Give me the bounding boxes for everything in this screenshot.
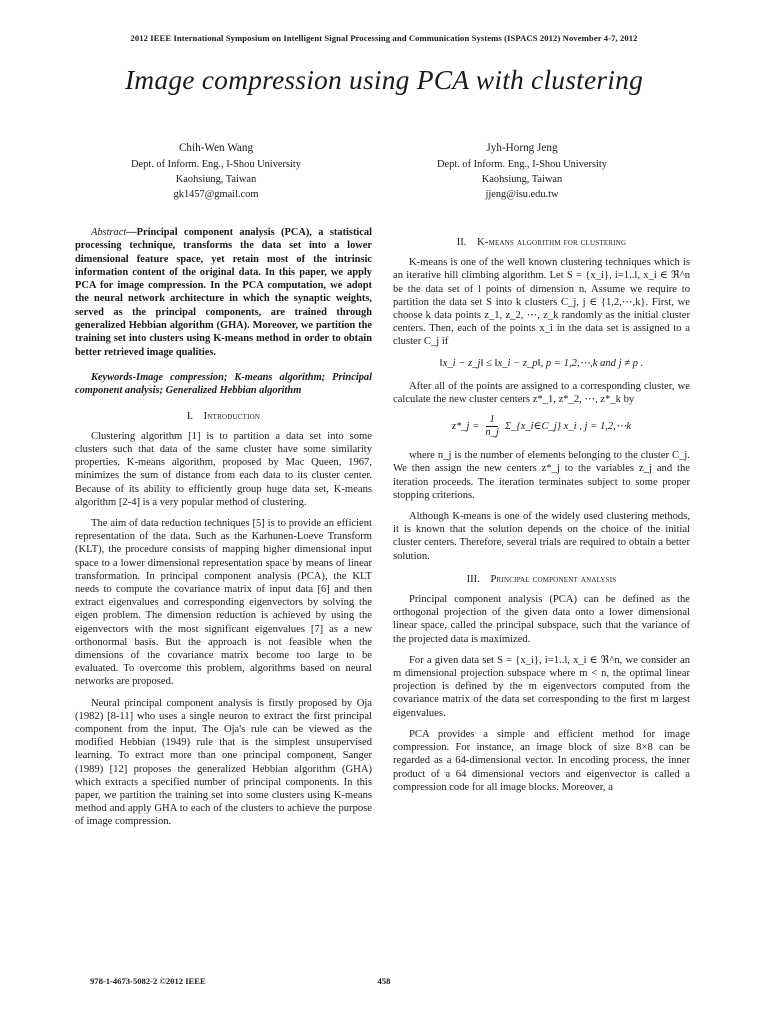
author-dept: Dept. of Inform. Eng., I-Shou University	[437, 159, 607, 170]
fraction-denominator: n_j	[485, 427, 499, 439]
abstract-label: Abstract	[91, 227, 127, 238]
paper-title: Image compression using PCA with clustering	[124, 64, 644, 95]
equation-center-update	[393, 414, 690, 439]
section-number: I.	[186, 410, 194, 422]
paragraph: For a given data set S = {x_i}, i=1..l, x_i ∈ ℜ^n, we consider an m dimensional projection subspace where m < n, the optimal linear projection is defined by the m eigenvectors computed from the covariance matrix of the data set corresponding to the first m largest eigenvalues.	[393, 654, 690, 719]
author-email: gk1457@gmail.com	[173, 189, 259, 200]
author-name: Chih-Wen Wang	[178, 142, 254, 154]
author-block-1	[66, 141, 366, 202]
paragraph: K-means is one of the well known clustering techniques which is an iterative hill climbing algorithm. Let S = {x_i}, i=1..l, x_i ∈ ℜ^n be the data set of l points of dimension n. Assume we require to partition the data set S into k clusters C_j, j ∈ {1,2,⋯,k}. First, we choose k data points z_1, z_2, ⋯, z_k randomly as the initial cluster centers. Then, each of the points x_i in the data set is assigned to a cluster C_j if	[393, 257, 690, 348]
paragraph: After all of the points are assigned to a corresponding cluster, we calculate the new cluster centers z*_1, z*_2, ⋯, z*_k by	[393, 380, 690, 406]
paragraph: PCA provides a simple and efficient method for image compression. For instance, an image block of size 8×8 can be regarded as a 64-dimensional vector. In encoding process, the inner product of a 64 dimensional vectors and eigenvector is called a compression code for all image blocks. Moreover, a	[393, 728, 690, 793]
author-location: Kaohsiung, Taiwan	[175, 174, 257, 185]
right-column	[393, 236, 690, 802]
author-location: Kaohsiung, Taiwan	[481, 174, 563, 185]
author-name: Jyh-Horng Jeng	[486, 142, 558, 154]
section-heading-introduction	[75, 410, 372, 423]
equation-assignment: ‖x_i − z_j‖ ≤ ‖x_i − z_p‖, p = 1,2,⋯,k and j ≠ p .	[439, 357, 644, 369]
section-title: Principal component analysis	[490, 573, 617, 585]
paragraph: Principal component analysis (PCA) can be defined as the orthogonal projection of the given data onto a lower dimensional linear space, called the principal subspace, such that the variance of the projected data is maximized.	[393, 594, 690, 645]
paragraph: Neural principal component analysis is firstly proposed by Oja (1982) [8-11] who uses a single neuron to extract the first principal component from the input. The Oja's rule can be viewed as the modified Hebbian (1949) rule that is the simplest unsupervised learning. To extract more than one principal component, Sanger (1989) [12] proposes the generalized Hebbian algorithm (GHA) which extracts a specified number of principal components. In this paper, we partition the training set into some clusters using K-means method and apply GHA to each of the clusters to achieve the purpose of image compression.	[75, 697, 372, 828]
section-number: III.	[466, 573, 480, 585]
abstract	[75, 226, 372, 359]
equation-lhs: z*_j =	[451, 421, 480, 433]
section-title: Introduction	[203, 410, 261, 422]
section-heading-kmeans	[393, 236, 690, 249]
paragraph: Clustering algorithm [1] is to partition a data set into some clusters such that data of the same cluster have some similarity properties. K-means algorithm, proposed by Mac Queen, 1967, minimizes the sum of distance from each data to its cluster center. Because of its ability to efficiently group huge data set, K-means algorithm [2-4] is a very popular method of clustering.	[75, 430, 372, 508]
conference-header: 2012 IEEE International Symposium on Intelligent Signal Processing and Communication Systems (ISPACS 2012) November 4-7, 2012	[130, 33, 638, 43]
paragraph: The aim of data reduction techniques [5] is to provide an efficient representation of the data. Such as the Karhunen-Loeve Transform (KLT), the procedure consists of mapping higher dimensional input space to a lower dimensional representation space by means of linear transformation. In principal component analysis (PCA), the KLT needs to compute the covariance matrix of input data [6] and then extract eigenvalues and corresponding eigenvectors by solving the eigen problem. The dimension reduction is achieved by using the eigenvectors with the most significant eigenvalues [7] as a new orthonormal basis. But the approach is not feasible when the dimensions of the covariance matrix become too large to be evaluated. To overcome this problem, algorithms based on neural networks are proposed.	[75, 517, 372, 688]
equation-fraction	[485, 414, 499, 439]
section-title: K-means algorithm for clustering	[477, 237, 627, 248]
author-dept: Dept. of Inform. Eng., I-Shou University	[131, 159, 301, 170]
paragraph: Although K-means is one of the widely used clustering methods, it is known that the solution depends on the choice of the initial cluster centers. Therefore, several trials are required to obtain a better solution.	[393, 511, 690, 562]
keywords: Keywords-Image compression; K-means algorithm; Principal component analysis; Generalized Hebbian algorithm	[75, 371, 372, 397]
left-column	[75, 226, 372, 837]
author-block-2	[372, 141, 672, 202]
section-number: II.	[456, 237, 467, 248]
fraction-numerator: 1	[486, 414, 497, 427]
paragraph: where n_j is the number of elements belonging to the cluster C_j. We then assign the new centers z*_j to the variables z_j and the iteration proceeds. The iteration terminates subject to some proper stopping criterions.	[393, 450, 690, 501]
equation-rhs: Σ_{x_i∈C_j} x_i , j = 1,2,⋯k	[504, 421, 632, 433]
author-email: jjeng@isu.edu.tw	[485, 189, 559, 200]
section-heading-pca	[393, 573, 690, 586]
abstract-text: —Principal component analysis (PCA), a statistical processing technique, transforms the data set into a lower dimensional feature space, yet retain most of the intrinsic information content of the original data. In this paper, we apply PCA for image compression. In the PCA computation, we adopt the neural network architecture in which the synaptic weights, served as the principal components, are trained through generalized Hebbian algorithm (GHA). Moreover, we partition the training set into clusters using K-means method in order to obtain better retrieved image qualities.	[75, 227, 372, 358]
footer-isbn: 978-1-4673-5082-2 ©2012 IEEE	[90, 976, 206, 986]
page-number: 458	[377, 976, 391, 986]
